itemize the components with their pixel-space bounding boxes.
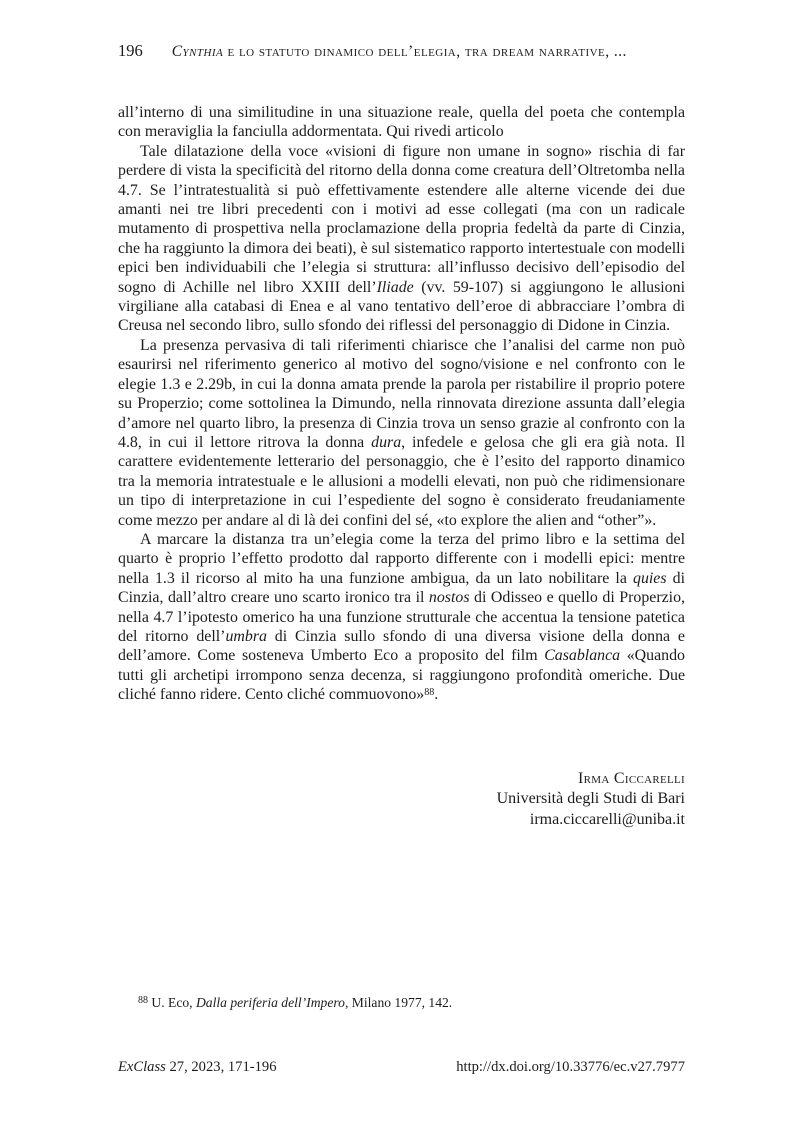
journal-citation (118, 1059, 277, 1076)
author-email: irma.ciccarelli@uniba.it (529, 810, 685, 828)
text-run: all’interno di una similitudine in una situazione reale, quella del poeta che contempla con meraviglia la fanciulla addormentata. Qui rivedi articolo (118, 104, 685, 141)
italic-text: Iliade (376, 278, 414, 296)
text-run: U. Eco, (148, 995, 196, 1010)
italic-text: dura (371, 433, 402, 451)
text-run: A marcare la distanza tra un’elegia come la terza del primo libro e la settima del quarto è proprio l’effetto prodotto dal rapporto differente con i modelli epici: mentre nella 1.3 il ricorso al mito ha una funzione ambigua, da un lato nobilitare la (118, 530, 685, 587)
text-run: (vv. 59-107) si aggiungono le allusioni virgiliane alla catabasi di Enea e al vano tentativo dell’eroe di abbracciare l’ombra di Creusa nel secondo libro, sullo sfondo dei riflessi del personaggio di Didone in Cinzia. (118, 278, 685, 335)
text-run: Tale dilatazione della voce «visioni di figure non umane in sogno» rischia di far perdere di vista la specificità del ritorno della donna come creatura dell’Oltretomba nella 4.7. Se l’intratestualità si può effettivamente estendere alle alterne vicende dei due amanti nei tre libri precedenti con i motivi ad esse collegati (ma con un radicale mutamento di prospettiva nella proclamazione della propria fedeltà da parte di Cinzia, che ha raggiunto la dimora dei beati), è sul sistematico rapporto intertestuale con modelli epici ben individuabili che l’elegia si struttura: all’influsso decisivo dell’episodio del sogno di Achille nel libro XXIII dell’ (118, 142, 685, 296)
text-run: di Cinzia, dall’altro creare uno scarto ironico tra il (118, 569, 685, 607)
paragraph (118, 530, 685, 705)
running-header (118, 41, 685, 61)
text-run: «Quando tutti gli archetipi irrompono senza decenza, si raggiungono profondità omeriche. Due cliché fanno ridere. Cento cliché commuovono» (118, 647, 685, 704)
paragraph (118, 336, 685, 530)
italic-text: Cynthia (171, 43, 224, 60)
text-run: di Odisseo e quello di Properzio, nella 4.7 l’ipotesto omerico ha una funzione strutturale che accentua la tensione patetica del ritorno dell’ (118, 589, 685, 645)
doi-url: http://dx.doi.org/10.33776/ec.v27.7977 (456, 1059, 685, 1075)
italic-text: ExClass (118, 1059, 166, 1075)
footnote-ref: 88 (138, 994, 148, 1006)
italic-text: quies (633, 569, 667, 587)
page-footer (118, 1059, 685, 1076)
italic-text: Casablanca (544, 647, 621, 665)
paragraph (118, 103, 685, 142)
text-run: e lo statuto dinamico dell’elegia, tra dream narrative, ... (223, 43, 627, 60)
paragraph (118, 142, 685, 336)
running-title (172, 43, 627, 61)
text-run: 27, 2023, 171-196 (165, 1059, 277, 1075)
text-run: , Milano 1977, 142. (344, 995, 453, 1010)
text-run: La presenza pervasiva di tali riferimenti chiarisce che l’analisi del carme non può esaurirsi nel riferimento generico al motivo del sogno/visione e nel confronto con le elegie 1.3 e 2.29b, in cui la donna amata prende la parola per ristabilire il proprio potere su Properzio; come sottolinea la Dimundo, nella rinnovata direzione assunta dall’elegia d’amore nel quarto libro, la presenza di Cinzia trova un senso grazie al confronto con la 4.8, in cui il lettore ritrova la donna (118, 336, 685, 451)
author-affiliation: Università degli Studi di Bari (496, 790, 685, 808)
page-number: 196 (118, 41, 143, 60)
text-run: di Cinzia sullo sfondo di una diversa visione della donna e dell’amore. Come sosteneva Umberto Eco a proposito del film (118, 627, 685, 665)
italic-text: umbra (225, 627, 267, 645)
author-name: Irma Ciccarelli (578, 770, 685, 787)
italic-text: nostos (428, 589, 470, 607)
italic-text: Dalla periferia dell’Impero (195, 995, 345, 1010)
footnote (118, 995, 685, 1012)
article-body (118, 103, 685, 705)
text-run: , infedele e gelosa che gli era già nota. Il carattere evidentemente letterario del personaggio, che è l’esito del rapporto dinamico tra la memoria intratestuale e le allusioni a modelli elevati, non può che ridimensionare un tipo di interpretazione in cui l’espediente del sogno è considerato freudaniamente come mezzo per andare al di là dei confini del sé, «to explore the alien and “other”». (118, 433, 685, 529)
author-signature-block (497, 769, 685, 830)
text-run: . (434, 686, 439, 704)
footnote-ref: 88 (424, 686, 435, 698)
